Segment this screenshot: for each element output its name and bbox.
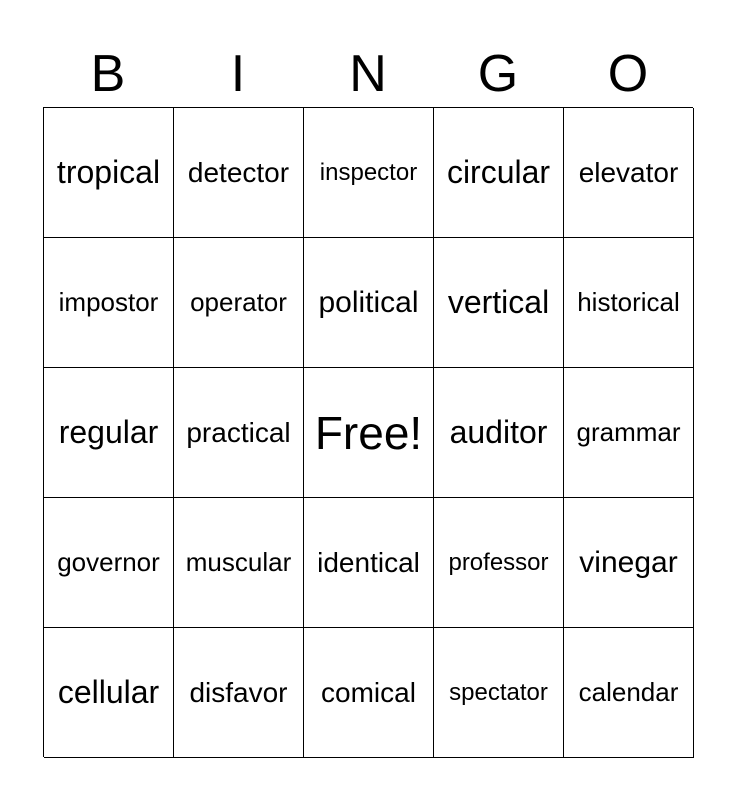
bingo-cell[interactable]: disfavor xyxy=(174,628,304,758)
bingo-cell[interactable]: circular xyxy=(434,108,564,238)
bingo-cell[interactable]: detector xyxy=(174,108,304,238)
bingo-cell[interactable]: grammar xyxy=(564,368,694,498)
bingo-cell[interactable]: professor xyxy=(434,498,564,628)
free-space-cell[interactable]: Free! xyxy=(304,368,434,498)
header-letter-o: O xyxy=(607,45,649,103)
bingo-cell[interactable]: cellular xyxy=(44,628,174,758)
bingo-cell[interactable]: vinegar xyxy=(564,498,694,628)
bingo-cell[interactable]: inspector xyxy=(304,108,434,238)
bingo-cell[interactable]: elevator xyxy=(564,108,694,238)
header-letter-g: G xyxy=(477,45,519,103)
bingo-header xyxy=(43,44,693,104)
bingo-board xyxy=(43,107,693,757)
bingo-cell[interactable]: regular xyxy=(44,368,174,498)
bingo-cell[interactable]: impostor xyxy=(44,238,174,368)
bingo-cell[interactable]: calendar xyxy=(564,628,694,758)
bingo-cell[interactable]: historical xyxy=(564,238,694,368)
bingo-cell[interactable]: governor xyxy=(44,498,174,628)
header-letter-b: B xyxy=(90,45,126,103)
bingo-cell[interactable]: practical xyxy=(174,368,304,498)
bingo-cell[interactable]: auditor xyxy=(434,368,564,498)
bingo-cell[interactable]: tropical xyxy=(44,108,174,238)
header-letter-n: N xyxy=(349,45,387,103)
header-letter-i: I xyxy=(230,45,246,103)
bingo-cell[interactable]: comical xyxy=(304,628,434,758)
bingo-cell[interactable]: vertical xyxy=(434,238,564,368)
bingo-cell[interactable]: political xyxy=(304,238,434,368)
bingo-cell[interactable]: spectator xyxy=(434,628,564,758)
bingo-cell[interactable]: operator xyxy=(174,238,304,368)
bingo-cell[interactable]: identical xyxy=(304,498,434,628)
bingo-cell[interactable]: muscular xyxy=(174,498,304,628)
